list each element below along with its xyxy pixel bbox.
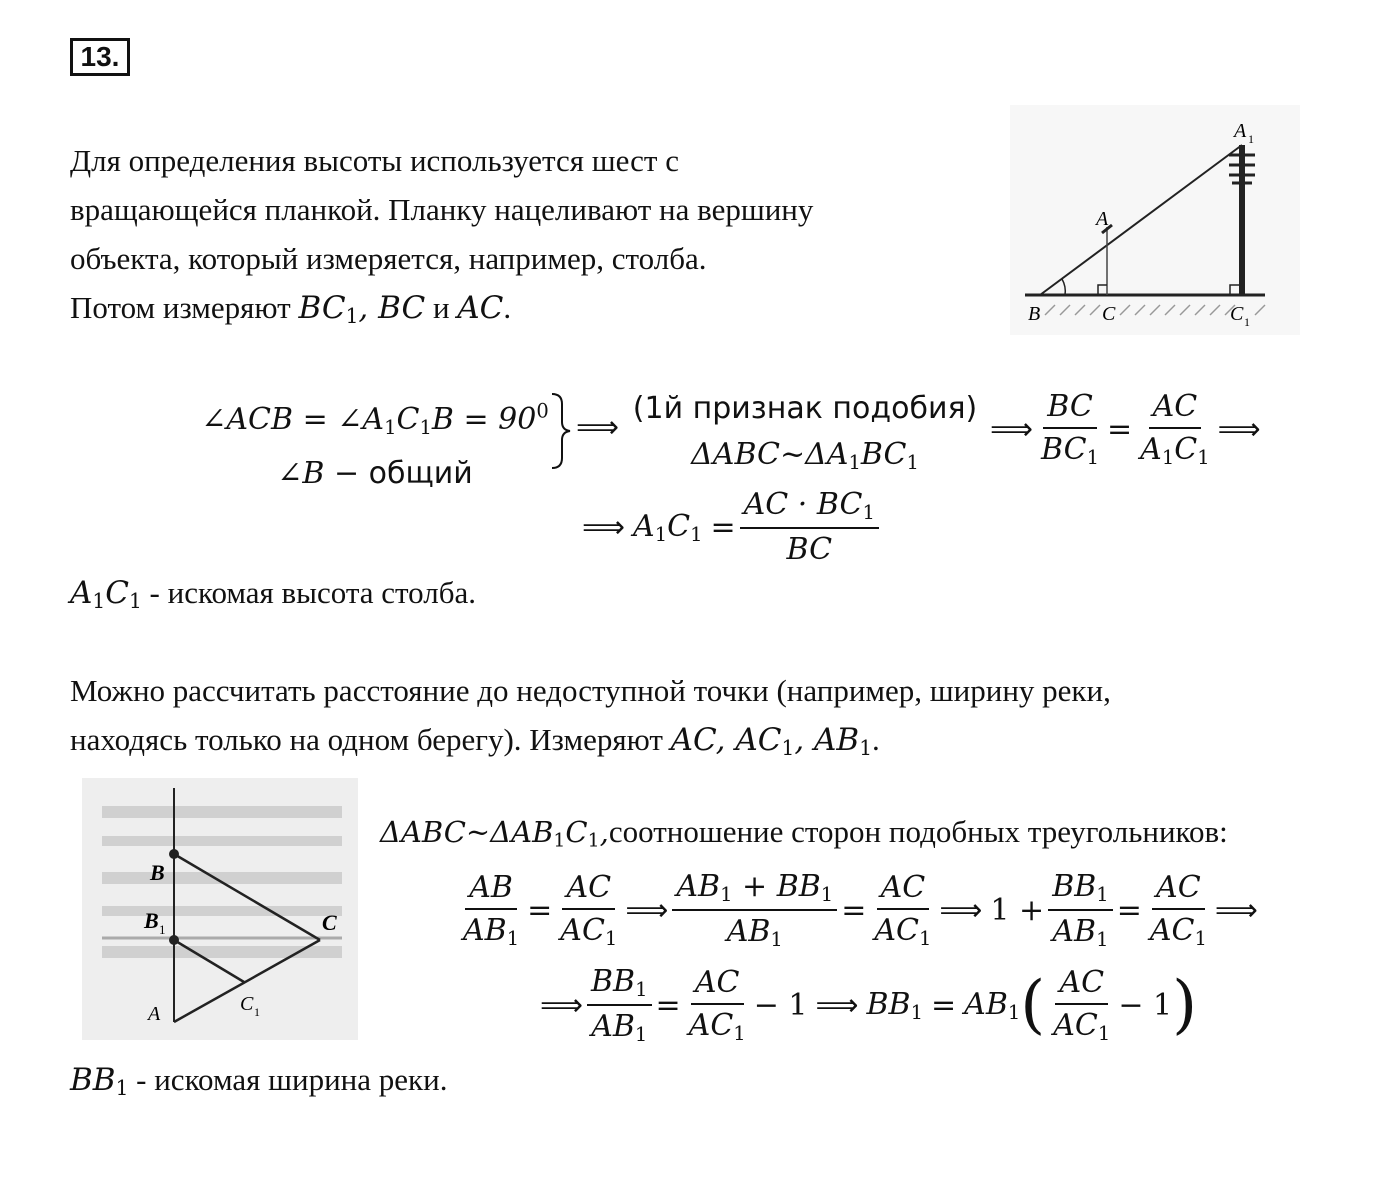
pole-diagram — [1010, 105, 1300, 335]
label-C1-sub: 1 — [254, 1005, 260, 1019]
problem-number: 13. — [70, 38, 130, 76]
condition-angles: ∠ACB = $\angle A_1C_1B = 90^0$ — [201, 399, 549, 439]
ratio-eq-2: $\frac{AB}{AB_1}$ = $\frac{AC}{AC_1}$ ⟹ $\frac{AB_1 + BB_1}{AB_1}$ = $\frac{AC}{AC_1}$ ⟹ 1 + $\frac{BB_1}{AB_1}$ = $\frac{AC}{AC_1}$ ⟹ — [463, 869, 1258, 951]
conclusion-2: $BB_1$ - искомая ширина реки. — [70, 1062, 448, 1101]
system-conditions — [190, 388, 560, 497]
label-B1: B — [144, 908, 159, 933]
label-C: C — [322, 910, 337, 935]
math-measured: AC, $AC_1$, $AB_1$ — [670, 722, 873, 761]
similarity-line-2: $\Delta ABC\sim\Delta AB_1C_1,соотношение$ сторон подобных треугольников: — [380, 814, 1228, 852]
label-C1-sub: 1 — [1244, 315, 1250, 329]
label-B1-sub: 1 — [159, 922, 166, 937]
label-A1-sub: 1 — [1248, 132, 1254, 146]
part1-line4 — [70, 283, 970, 341]
similarity-1: $\Delta ABC\sim\Delta A_1BC_1$ — [691, 437, 919, 474]
criterion-label: (1й признак подобия) — [632, 391, 978, 426]
part1-line4-end: . — [503, 290, 512, 325]
label-B: B — [150, 860, 165, 885]
part2-text — [70, 666, 1370, 773]
part2-line2: находясь только на одном берегу). Измеряют AC, $AC_1$, $AB_1$. — [70, 722, 880, 761]
label-A1: A — [1234, 120, 1247, 142]
label-A: A — [1096, 208, 1109, 230]
math-bc1: $BC_1$, BC — [298, 290, 426, 329]
math-bb1: $BB_1$ — [70, 1062, 129, 1101]
part1-line4-prefix: Потом измеряют — [70, 290, 299, 325]
condition-common-angle: ∠B − общий — [277, 455, 473, 491]
part1-line4-sep: и — [425, 290, 458, 325]
part1-line2: вращающейся планкой. Планку нацеливают на вершину — [70, 192, 814, 227]
math-a1c1: $A_1C_1$ — [70, 575, 142, 614]
part1-line1: Для определения высоты используется шест с — [70, 143, 679, 178]
ratio-eq-1: ⟹ $\frac{BC}{BC_1}$ = $\frac{AC}{A_1C_1}$ ⟹ — [990, 389, 1261, 469]
conclusion-1: $A_1C_1$ - искомая высота столба. — [70, 575, 477, 614]
arrow-1: ⟹ — [576, 410, 620, 445]
river-diagram — [82, 778, 358, 1040]
label-A: A — [148, 1003, 161, 1025]
part1-line3: объекта, который измеряется, например, столба. — [70, 241, 707, 276]
label-B: B — [1028, 303, 1041, 325]
label-C: C — [1102, 303, 1116, 325]
result-eq-1: ⟹ $A_1C_1$ = $\frac{AC \cdot BC_1}{BC}$ — [582, 484, 883, 570]
label-C1: C — [1230, 303, 1244, 325]
math-ac: AC — [457, 290, 504, 326]
result-eq-2: ⟹ $\frac{BB_1}{AB_1}$ = $\frac{AC}{AC_1}$ − 1 ⟹ $BB_1$ = $AB_1$ ( $\frac{AC}{AC_1}$ − 1 ) — [540, 964, 1198, 1046]
curly-brace — [550, 392, 572, 470]
label-C1: C — [240, 993, 254, 1015]
part2-line1: Можно рассчитать расстояние до недоступной точки (например, ширину реки, — [70, 673, 1111, 708]
pole — [1239, 145, 1245, 295]
criterion-block — [620, 386, 990, 486]
part1-text — [70, 136, 970, 341]
